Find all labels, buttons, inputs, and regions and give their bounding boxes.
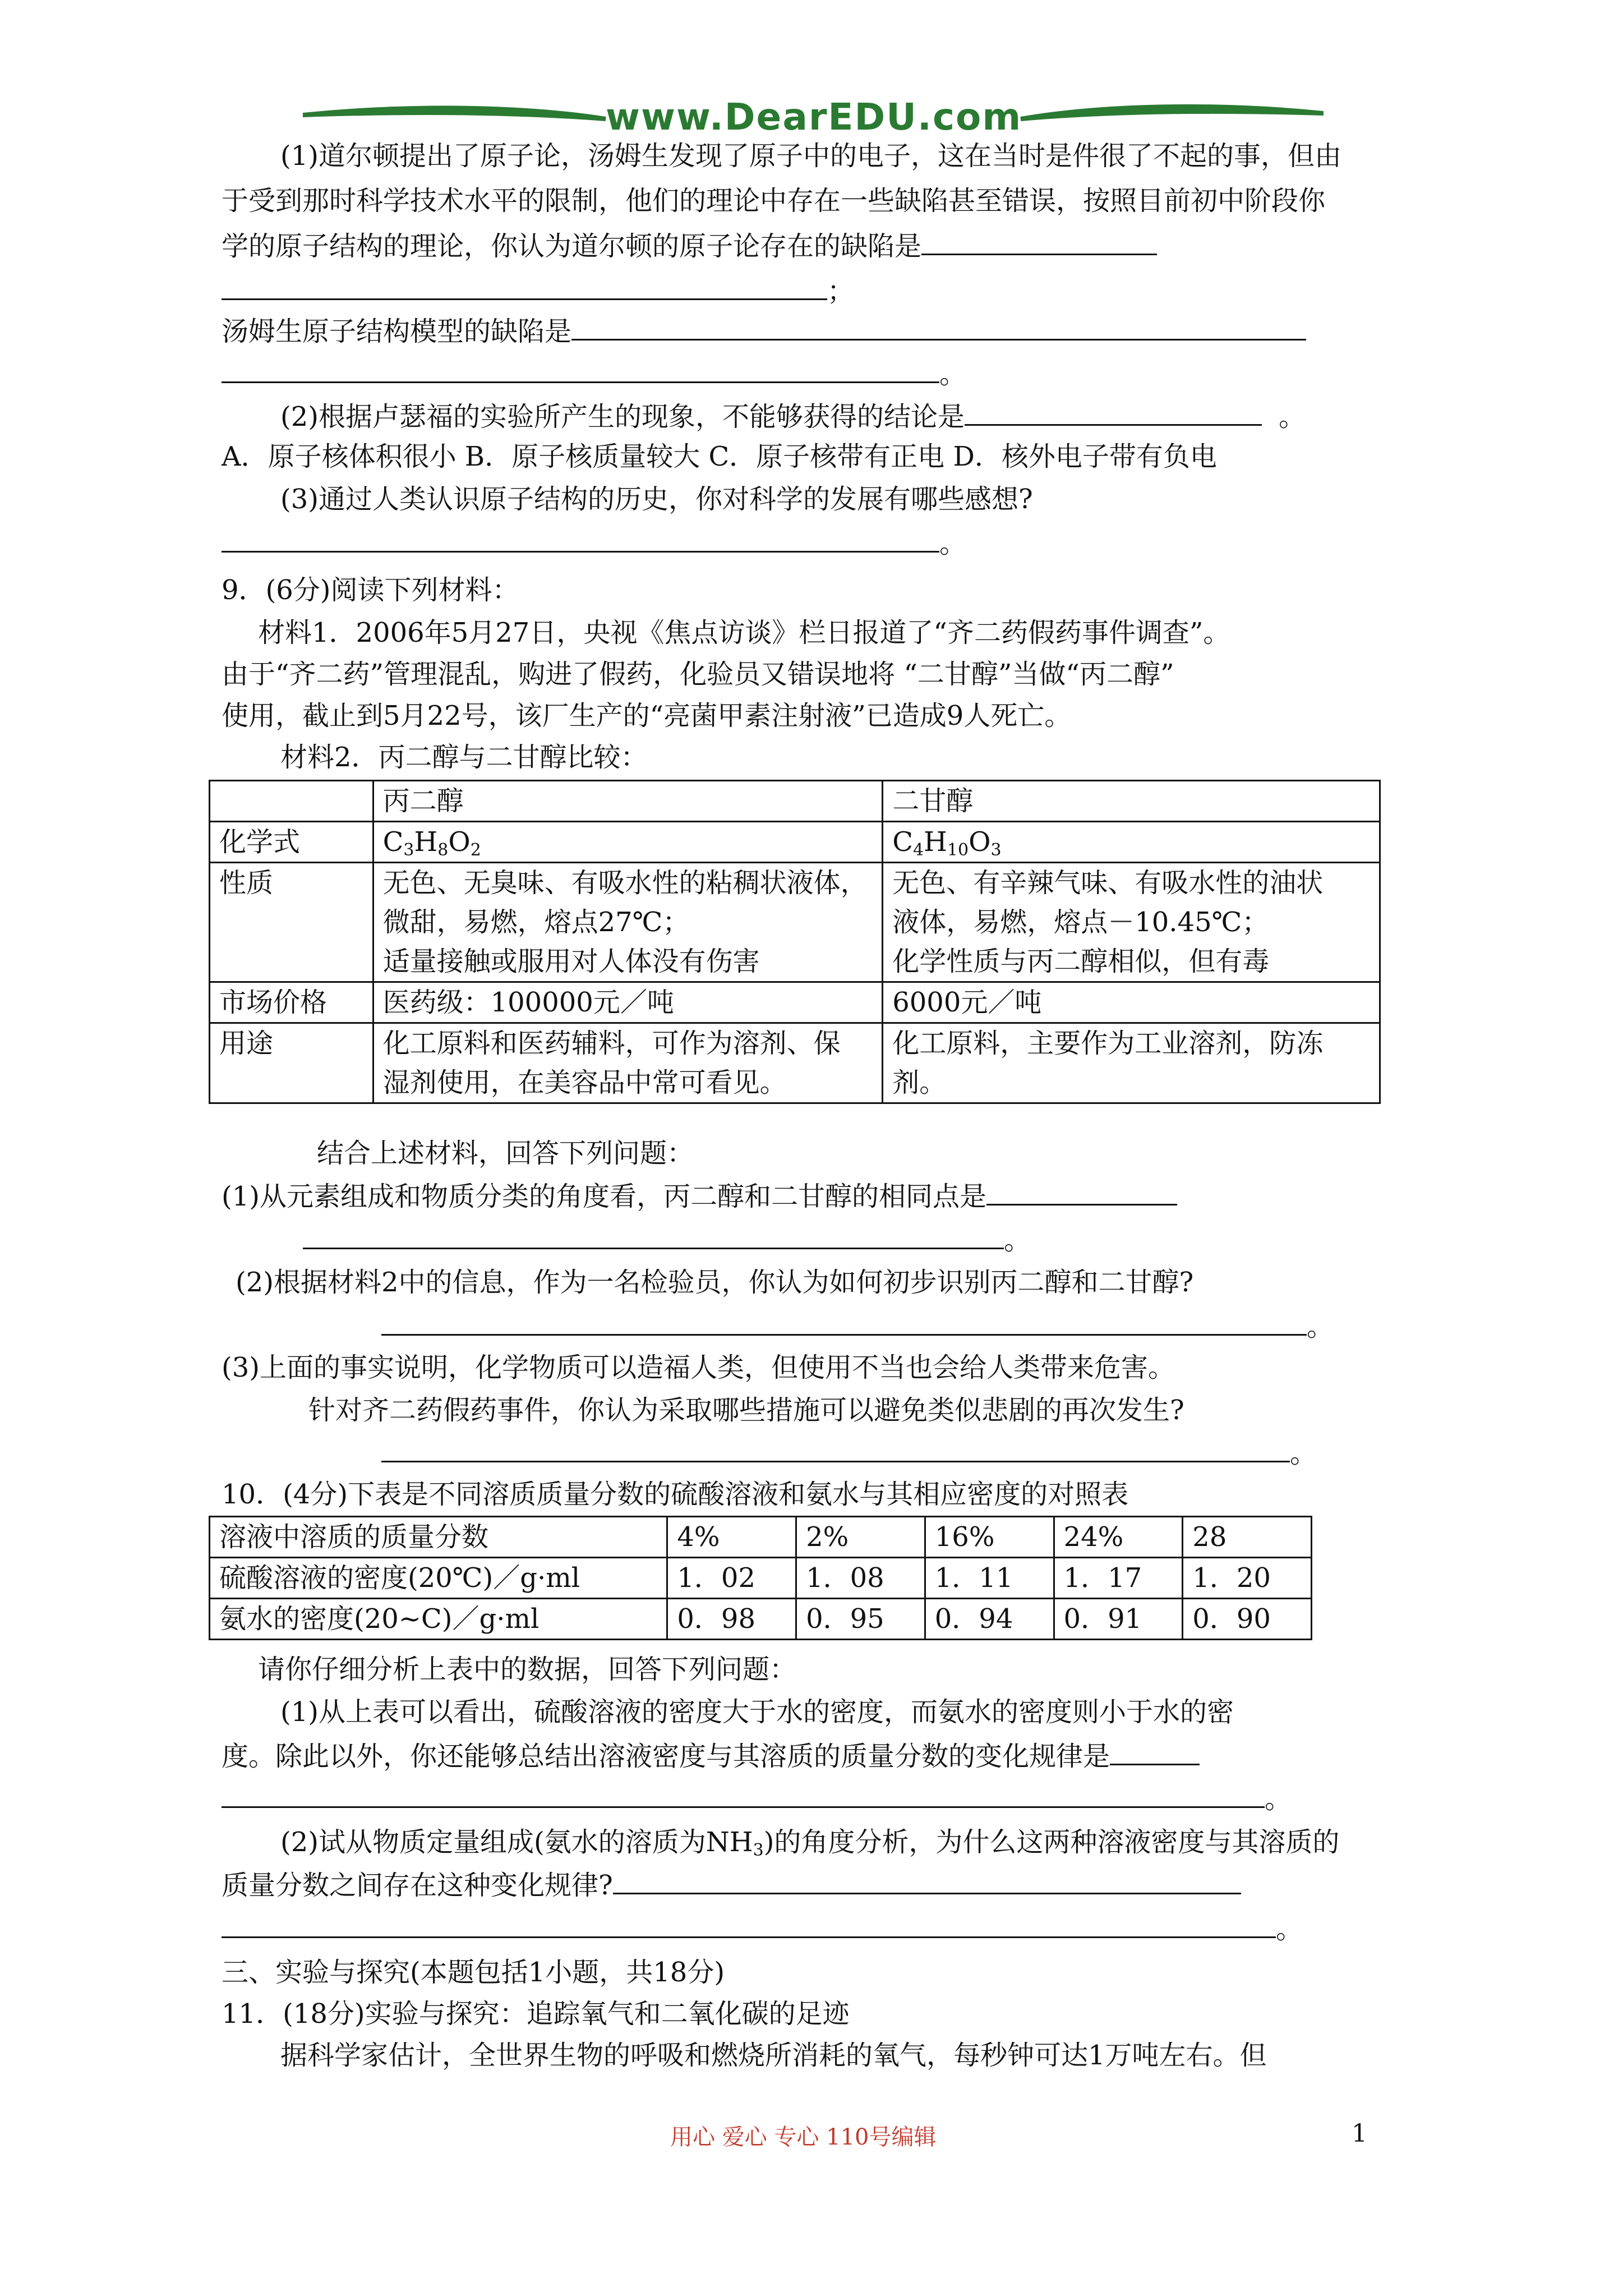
- cell-line: 化学性质与丙二醇相似，但有毒: [892, 946, 1270, 977]
- density-header: 2%: [796, 1517, 925, 1558]
- table-row: [210, 1558, 1312, 1599]
- q8-answer-line-a: [222, 274, 854, 308]
- answer-blank[interactable]: [222, 274, 827, 300]
- q10-title: 10．(4分)下表是不同溶质质量分数的硫酸溶液和氨水与其相应密度的对照表: [222, 1479, 1129, 1510]
- q9-s1-line: [222, 1179, 1177, 1213]
- page-number: 1: [1352, 2119, 1367, 2148]
- q8-p3-text: (3)通过人类认识原子结构的历史，你对科学的发展有哪些感想?: [280, 484, 1033, 515]
- q8-p2-line: [280, 399, 1306, 434]
- q10-answer-line-2: [222, 1912, 1303, 1946]
- answer-blank[interactable]: [222, 357, 939, 383]
- property-diethylene-glycol: [883, 863, 1380, 982]
- answer-blank[interactable]: [921, 229, 1157, 255]
- answer-blank[interactable]: [222, 526, 939, 553]
- table-row: [210, 1023, 1380, 1103]
- logo-text: www.DearEDU.com: [606, 95, 1022, 139]
- density-header: 24%: [1054, 1517, 1183, 1558]
- q10-s2-line2: [222, 1868, 1241, 1902]
- q10-s2-line1: [280, 1825, 1339, 1859]
- density-value: 0．94: [925, 1599, 1054, 1640]
- q9-s2-text: (2)根据材料2中的信息，作为一名检验员，你认为如何初步识别丙二醇和二甘醇?: [236, 1267, 1194, 1298]
- q9-s3-line2: 针对齐二药假药事件，你认为采取哪些措施可以避免类似悲剧的再次发生?: [308, 1395, 1184, 1426]
- footer-text: 用心 爱心 专心 110号编辑: [670, 2124, 937, 2150]
- q10-s2-text-b: )的角度分析，为什么这两种溶液密度与其溶质的: [763, 1826, 1340, 1858]
- cell-line: 化工原料，主要作为工业溶剂，防冻: [892, 1028, 1324, 1059]
- property-propanediol: [373, 863, 883, 982]
- q8-thomson-label: 汤姆生原子结构模型的缺陷是: [222, 316, 572, 347]
- cell-line: 无色、有辛辣气味、有吸水性的油状: [892, 867, 1324, 899]
- cell-line: 湿剂使用，在美容品中常可看见。: [382, 1067, 787, 1098]
- density-value: 1．11: [925, 1558, 1054, 1599]
- cell-line: 剂。: [892, 1067, 947, 1098]
- density-value: 0．98: [667, 1599, 796, 1640]
- table-row: [210, 863, 1380, 982]
- density-header: 4%: [667, 1517, 796, 1558]
- q9-intro: 结合上述材料，回答下列问题：: [317, 1138, 694, 1169]
- q9-answer-line-2: [381, 1309, 1334, 1343]
- q8-p2-text: (2)根据卢瑟福的实验所产生的现象，不能够获得的结论是: [280, 401, 965, 432]
- formula-propanediol: $C_3H_8O_2$: [373, 822, 883, 863]
- end-mark: 。: [1276, 1913, 1303, 1945]
- q10-s2-text-a: (2)试从物质定量组成(氨水的溶质为NH: [280, 1826, 753, 1858]
- q9-material1-line1: 材料1．2006年5月27日，央视《焦点访谈》栏日报道了“齐二药假药事件调查”。: [258, 617, 1230, 648]
- section3-title: 三、实验与探究(本题包括1小题，共18分): [222, 1957, 725, 1988]
- q8-answer-line-c: [222, 526, 966, 560]
- table-row: [210, 781, 1380, 822]
- cell-line: 无色、无臭味、有吸水性的粘稠状液体，: [382, 867, 868, 899]
- table-row: [210, 1599, 1312, 1640]
- end-mark: 。: [1290, 1438, 1317, 1469]
- row-label-property: 性质: [210, 863, 374, 982]
- table-row: [210, 822, 1380, 863]
- q9-material2-title: 材料2．丙二醇与二甘醇比较：: [280, 742, 648, 773]
- end-mark: 。: [939, 358, 967, 390]
- density-value: 1．17: [1054, 1558, 1183, 1599]
- use-propanediol: [373, 1023, 883, 1103]
- q9-answer-line-1: [303, 1223, 1031, 1257]
- table-header-propanediol: 丙二醇: [373, 781, 883, 822]
- answer-blank[interactable]: [222, 1912, 1276, 1938]
- q8-p1-line2: 于受到那时科学技术水平的限制，他们的理论中存在一些缺陷甚至错误，按照目前初中阶段你: [222, 185, 1326, 217]
- density-value: 0．91: [1054, 1599, 1183, 1640]
- density-value: 0．95: [796, 1599, 925, 1640]
- row-label-formula: 化学式: [210, 822, 374, 863]
- q10-s1-line1: (1)从上表可以看出，硫酸溶液的密度大于水的密度，而氨水的密度则小于水的密: [280, 1696, 1234, 1728]
- q8-options: A．原子核体积很小 B．原子核质量较大 C．原子核带有正电 D．核外电子带有负电: [222, 441, 1217, 472]
- q10-s1-line2: [222, 1739, 1200, 1773]
- answer-blank[interactable]: [571, 314, 1306, 341]
- answer-blank[interactable]: [222, 1782, 1265, 1808]
- q9-s1-text: (1)从元素组成和物质分类的角度看，丙二醇和二甘醇的相同点是: [222, 1181, 986, 1212]
- q9-material1-line2: 由于“齐二药”管理混乱，购进了假药，化验员又错误地将 “二甘醇”当做“丙二醇”: [222, 659, 1174, 690]
- ammonia-density-label: 氨水的密度(20~C)／g·ml: [210, 1599, 667, 1640]
- price-diethylene-glycol: 6000元／吨: [883, 982, 1380, 1023]
- sulfuric-density-label: 硫酸溶液的密度(20℃)／g·ml: [210, 1558, 667, 1599]
- end-mark: 。: [1265, 1783, 1292, 1815]
- row-label-use: 用途: [210, 1023, 374, 1103]
- q11-title: 11．(18分)实验与探究：追踪氧气和二氧化碳的足迹: [222, 1998, 850, 2030]
- answer-blank[interactable]: [381, 1309, 1307, 1336]
- q11-line1: 据科学家估计，全世界生物的呼吸和燃烧所消耗的氧气，每秒钟可达1万吨左右。但: [280, 2040, 1267, 2071]
- answer-blank[interactable]: [613, 1868, 1241, 1894]
- table-cell: [210, 781, 374, 822]
- q8-p1-line3-text: 学的原子结构的理论，你认为道尔顿的原子论存在的缺陷是: [222, 231, 922, 262]
- q8-p2-end: 。: [1279, 401, 1306, 432]
- use-diethylene-glycol: [883, 1023, 1380, 1103]
- cell-line: 液体，易燃，熔点－10.45℃；: [892, 907, 1269, 938]
- density-header: 16%: [925, 1517, 1054, 1558]
- q8-p1-line3: [222, 229, 1157, 263]
- table-header-diethylene-glycol: 二甘醇: [883, 781, 1380, 822]
- table-row: [210, 982, 1380, 1023]
- density-value: 1．20: [1183, 1558, 1312, 1599]
- end-mark: 。: [1004, 1225, 1031, 1256]
- answer-blank[interactable]: [1110, 1739, 1200, 1765]
- row-label-price: 市场价格: [210, 982, 374, 1023]
- q8-thomson-line: [222, 314, 1306, 348]
- density-header: 28: [1183, 1517, 1312, 1558]
- end-mark: 。: [939, 528, 967, 559]
- table-row: [210, 1517, 1312, 1558]
- answer-blank[interactable]: [986, 1179, 1177, 1205]
- cell-line: 微甜，易燃，熔点27℃；: [382, 907, 690, 938]
- q10-s2-sub: 3: [753, 1841, 764, 1860]
- formula-diethylene-glycol: $C_4H_{10}O_3$: [883, 822, 1380, 863]
- density-table: [209, 1516, 1312, 1640]
- price-propanediol: 医药级：100000元／吨: [373, 982, 883, 1023]
- answer-blank[interactable]: [303, 1223, 1004, 1249]
- q10-s2-line2-text: 质量分数之间存在这种变化规律?: [222, 1870, 613, 1901]
- end-mark: 。: [1307, 1311, 1334, 1342]
- q8-answer-line-b: [222, 357, 966, 391]
- q9-title: 9．(6分)阅读下列材料：: [222, 574, 519, 606]
- q10-intro: 请你仔细分析上表中的数据，回答下列问题：: [258, 1654, 797, 1685]
- density-value: 1．08: [796, 1558, 925, 1599]
- cell-line: 化工原料和医药辅料，可作为溶剂、保: [382, 1028, 841, 1059]
- density-value: 0．90: [1183, 1599, 1312, 1640]
- q9-answer-line-3: [381, 1436, 1317, 1470]
- q10-s1-line2-text: 度。除此以外，你还能够总结出溶液密度与其溶质的质量分数的变化规律是: [222, 1741, 1110, 1772]
- cell-line: 适量接触或服用对人体没有伤害: [382, 946, 760, 977]
- density-value: 1．02: [667, 1558, 796, 1599]
- semicolon: ；: [827, 275, 855, 307]
- q9-s3-line1: (3)上面的事实说明，化学物质可以造福人类，但使用不当也会给人类带来危害。: [222, 1352, 1175, 1383]
- answer-blank[interactable]: [381, 1436, 1290, 1462]
- compare-table: [209, 780, 1381, 1104]
- q8-p1-line1: (1)道尔顿提出了原子论，汤姆生发现了原子中的电子，这在当时是件很了不起的事，但由: [280, 140, 1341, 172]
- answer-blank[interactable]: [965, 399, 1262, 426]
- density-header-label: 溶液中溶质的质量分数: [210, 1517, 667, 1558]
- q10-answer-line-1: [222, 1782, 1292, 1816]
- q9-material1-line3: 使用，截止到5月22号，该厂生产的“亮菌甲素注射液”已造成9人死亡。: [222, 700, 1072, 731]
